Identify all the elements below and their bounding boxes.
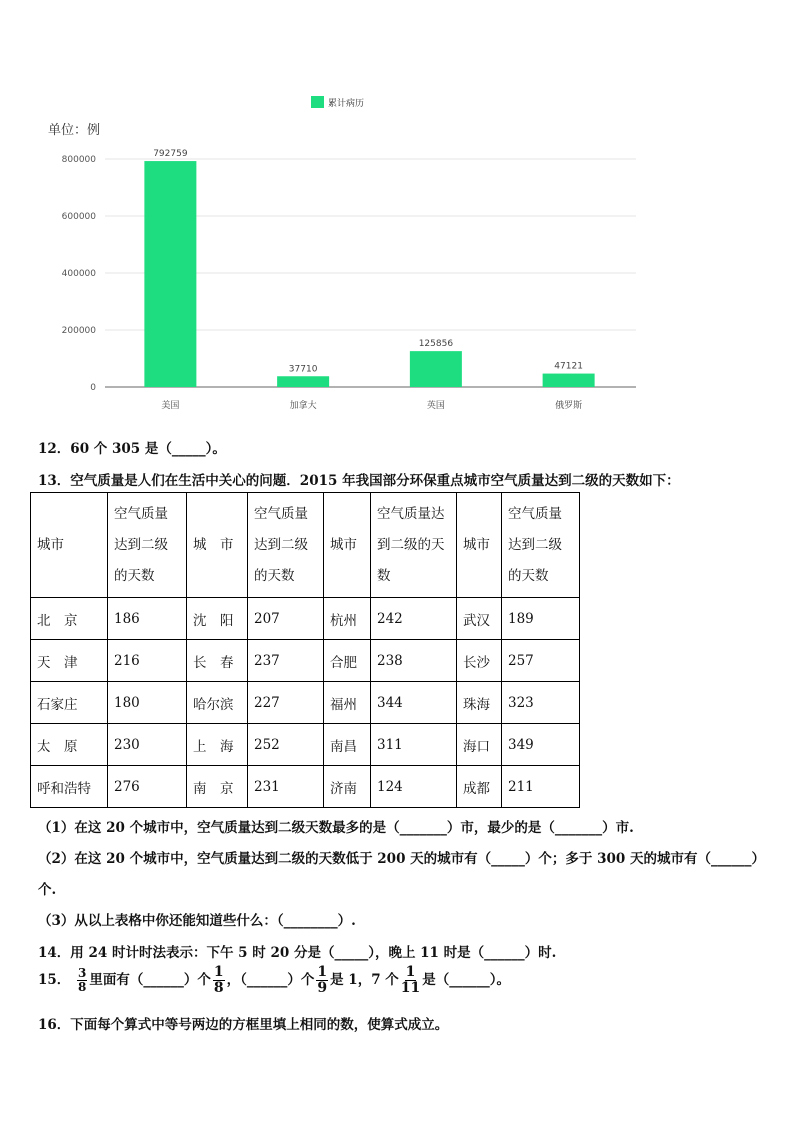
table-cell: 长沙 [457,640,502,682]
table-cell: 349 [502,724,580,766]
table-cell: 216 [108,640,187,682]
table-row [31,598,580,640]
question-number: 12． [38,441,71,457]
table-cell: 242 [371,598,457,640]
table-cell: 福州 [324,682,371,724]
bar-value-label: 37710 [288,364,318,375]
legend-swatch [311,96,324,108]
question-text: ，（______）个 [226,972,315,988]
fraction-1-9: $\frac{1}{9}$ [317,964,328,996]
x-tick-label: 俄罗斯 [555,401,583,411]
header-city: 城市 [31,493,108,598]
table-cell: 231 [248,766,324,808]
table-cell: 珠海 [457,682,502,724]
table-cell: 276 [108,766,187,808]
table-cell: 252 [248,724,324,766]
sub-question-text: （1）在这 20 个城市中，空气质量达到二级天数最多的是（_______）市，最少的是（_______）市. [38,820,634,836]
table-cell: 344 [371,682,457,724]
unit-label: 单位：例 [48,123,101,138]
question-number: 13． [38,473,71,489]
table-cell: 呼和浩特 [31,766,108,808]
header-days: 空气质量达到二级的天数 [371,493,457,598]
question-15 [38,965,510,996]
table-cell: 上 海 [187,724,248,766]
table-cell: 238 [371,640,457,682]
y-tick-label: 200000 [61,326,96,336]
table-cell: 哈尔滨 [187,682,248,724]
table-cell: 南 京 [187,766,248,808]
table-header-row [31,493,580,598]
bar [543,374,595,387]
header-city: 城市 [457,493,502,598]
question-text: 空气质量是人们在生活中关心的问题．2015 年我国部分环保重点城市空气质量达到二级的天数如下： [70,473,680,489]
y-tick-label: 0 [90,383,96,393]
header-days: 空气质量达到二级的天数 [248,493,324,598]
header-city: 城市 [324,493,371,598]
x-tick-label: 加拿大 [289,401,317,411]
fraction-1-8: $\frac{1}{8}$ [213,964,224,996]
table-cell: 124 [371,766,457,808]
question-13 [38,469,680,489]
question-text: 是 1，7 个 [330,972,399,988]
table-cell: 211 [502,766,580,808]
table-cell: 成都 [457,766,502,808]
table-row [31,766,580,808]
bar-value-label: 47121 [554,361,583,372]
question-number: 15． [38,972,71,988]
question-13-sub3 [38,909,356,929]
table-cell: 武汉 [457,598,502,640]
table-cell: 杭州 [324,598,371,640]
table-cell: 天 津 [31,640,108,682]
table-cell: 323 [502,682,580,724]
table-cell: 230 [108,724,187,766]
header-days: 空气质量达到二级的天数 [108,493,187,598]
question-13-sub2 [38,847,765,867]
table-row [31,640,580,682]
table-cell: 189 [502,598,580,640]
bar [277,376,329,387]
table-cell: 石家庄 [31,682,108,724]
bar-value-label: 125856 [418,339,454,350]
bar-value-labels [153,149,583,374]
question-16 [38,1013,448,1033]
header-days: 空气质量达到二级的天数 [502,493,580,598]
question-12 [38,437,226,457]
legend-label: 累计病历 [328,99,365,109]
fraction-1-11: $\frac{1}{11}$ [400,964,421,996]
y-tick-label: 400000 [61,269,96,279]
x-tick-label: 美国 [161,401,180,411]
table-cell: 311 [371,724,457,766]
table-cell: 长 春 [187,640,248,682]
chart-bars [144,161,594,387]
question-text: 用 24 时计时法表示：下午 5 时 20 分是（_____），晚上 11 时是（______）时. [70,945,557,961]
table-cell: 227 [248,682,324,724]
table-cell: 南昌 [324,724,371,766]
question-text: 下面每个算式中等号两边的方框里填上相同的数，使算式成立。 [70,1017,449,1033]
table-cell: 济南 [324,766,371,808]
table-cell: 合肥 [324,640,371,682]
table-cell: 沈 阳 [187,598,248,640]
question-13-sub2-cont [38,878,56,898]
bar-chart [0,0,794,430]
table-cell: 太 原 [31,724,108,766]
x-tick-labels [161,399,582,411]
question-text: 60 个 305 是（_____）。 [70,441,226,457]
y-tick-label: 800000 [61,155,96,165]
table-cell: 186 [108,598,187,640]
header-city: 城 市 [187,493,248,598]
sub-question-text: （2）在这 20 个城市中，空气质量达到二级的天数低于 200 天的城市有（_____）个；多于 300 天的城市有（______） [38,851,765,867]
question-number: 14． [38,945,71,961]
fraction-3-8: $\frac{3}{8}$ [78,966,87,994]
table-cell: 207 [248,598,324,640]
question-number: 16． [38,1017,71,1033]
table-cell: 257 [502,640,580,682]
table-cell: 180 [108,682,187,724]
question-text: 是（______）。 [422,972,511,988]
x-tick-label: 英国 [426,401,445,411]
table-row [31,724,580,766]
question-text: 里面有（______）个 [89,972,211,988]
bar [410,351,462,387]
question-13-sub1 [38,816,634,836]
y-tick-label: 600000 [61,212,96,222]
bar-value-label: 792759 [153,149,188,160]
table-row [31,682,580,724]
table-cell: 北 京 [31,598,108,640]
table-cell: 海口 [457,724,502,766]
sub-question-text: （3）从以上表格中你还能知道些什么：（________）. [38,913,356,929]
sub-question-text: 个. [38,882,57,898]
table-cell: 237 [248,640,324,682]
question-14 [38,941,556,961]
bar [144,161,196,387]
y-tick-labels [62,155,97,393]
air-quality-table [30,492,580,808]
